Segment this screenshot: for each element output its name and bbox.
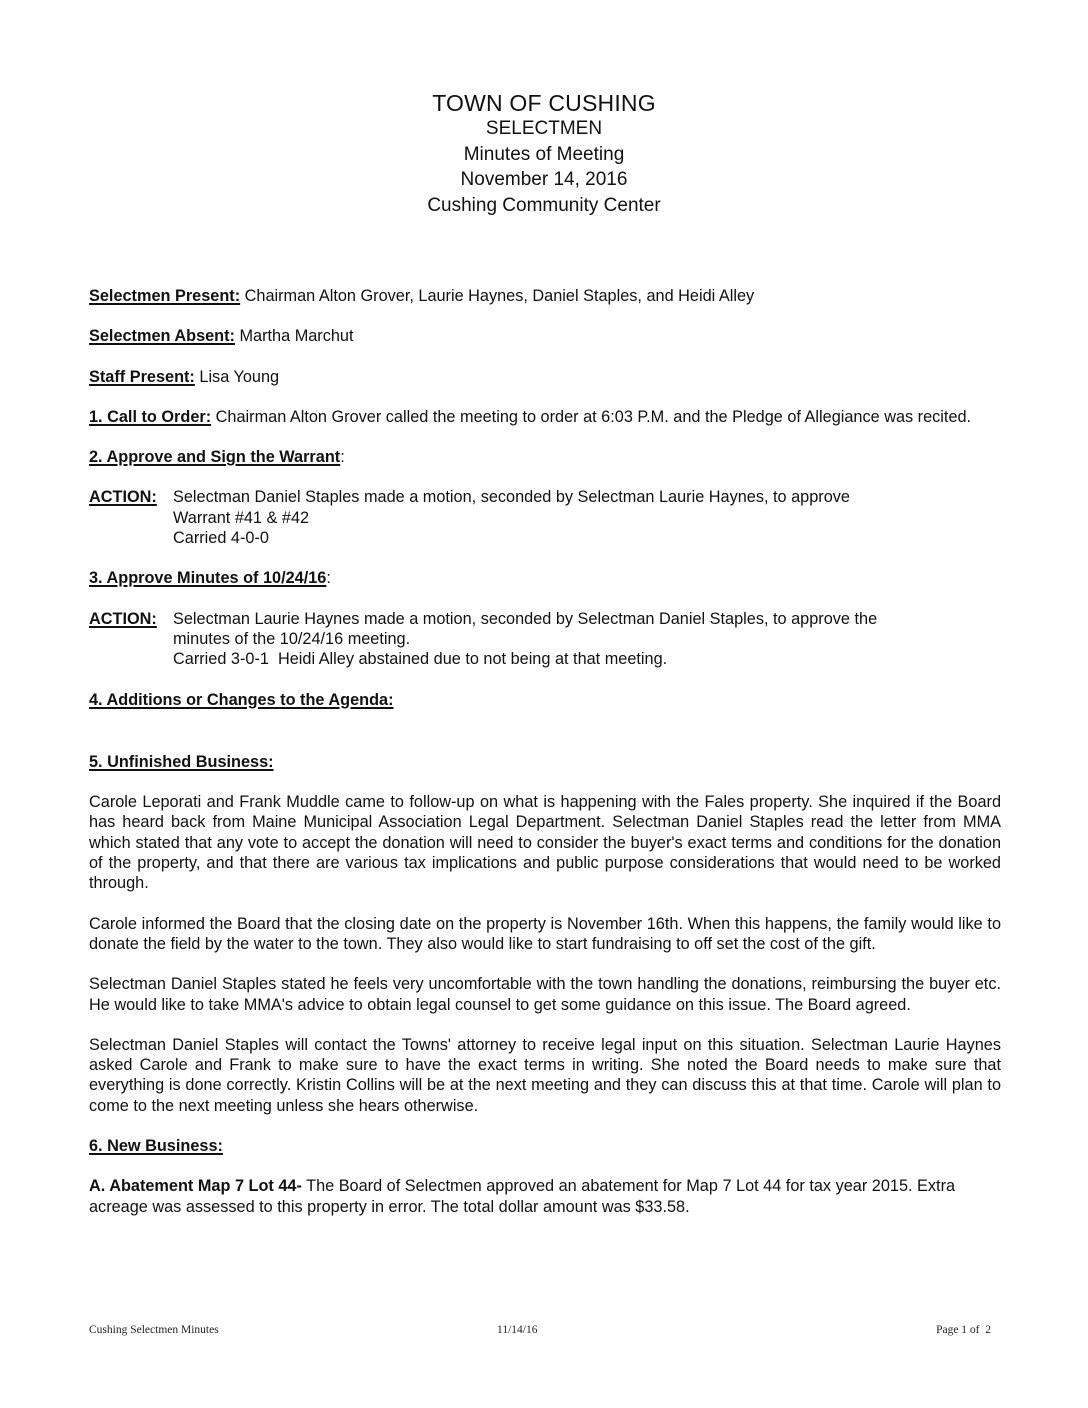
board-name: SELECTMEN: [485, 118, 603, 139]
document-type: Minutes of Meeting: [463, 143, 625, 165]
section-unfinished-heading: [89, 752, 1001, 772]
warrant-heading: 2. Approve and Sign the Warrant: [89, 448, 341, 467]
meeting-location: Cushing Community Center: [427, 194, 661, 216]
warrant-action: [89, 487, 1001, 548]
selectmen-present-value: Chairman Alton Grover, Laurie Haynes, Daniel Staples, and Heidi Alley: [240, 287, 755, 305]
unfinished-paragraph: Carole informed the Board that the closing date on the property is November 16th. When this happens, the family would like to donate the field by the water to the town. They also would like to start fundraising to off set the cost of the gift.: [89, 914, 1001, 953]
footer-document-name: Cushing Selectmen Minutes: [89, 1324, 219, 1336]
town-title: TOWN OF CUSHING: [432, 90, 656, 116]
document-header: [0, 90, 1088, 218]
unfinished-business-heading: 5. Unfinished Business:: [89, 752, 274, 771]
section-warrant-heading: [89, 447, 1001, 467]
warrant-action-line: Carried 4-0-0: [173, 529, 269, 548]
selectmen-absent: [89, 326, 1001, 346]
new-business-item-a: [89, 1176, 1001, 1217]
minutes-action-line: Carried 3-0-1 Heidi Alley abstained due to not being at that meeting.: [173, 650, 668, 669]
minutes-action-line: Selectman Laurie Haynes made a motion, seconded by Selectman Daniel Staples, to approve the: [173, 609, 878, 628]
section-new-business-heading: [89, 1136, 1001, 1156]
unfinished-paragraph: Carole Leporati and Frank Muddle came to follow-up on what is happening with the Fales property. She inquired if the Board has heard back from Maine Municipal Association Legal Department. Selectman Daniel Staples read the letter from MMA which stated that any vote to accept the donation will need to consider the buyer's exact terms and conditions for the donation of the property, and that there are various tax implications and public purpose considerations that would need to be worked through.: [89, 793, 1001, 893]
item-a-text: The Board of Selectmen approved an abatement for Map 7 Lot 44 for tax year 2015. Extra acreage was assessed to this property in error. The total dollar amount was $33.58.: [89, 1177, 956, 1216]
unfinished-paragraph: Selectman Daniel Staples stated he feels very uncomfortable with the town handling the donations, reimbursing the buyer etc. He would like to take MMA's advice to obtain legal counsel to get some guidance on this issue. The Board agreed.: [89, 975, 1001, 1014]
minutes-action: [89, 609, 1001, 670]
minutes-heading: 3. Approve Minutes of 10/24/16: [89, 569, 327, 588]
selectmen-present-label: Selectmen Present:: [89, 287, 241, 305]
call-to-order-text: Chairman Alton Grover called the meeting to order at 6:03 P.M. and the Pledge of Allegiance was recited.: [211, 407, 972, 426]
call-to-order-heading: 1. Call to Order:: [89, 407, 212, 426]
warrant-action-line: Warrant #41 & #42: [173, 508, 310, 527]
minutes-action-line: minutes of the 10/24/16 meeting.: [173, 629, 411, 648]
selectmen-present: [89, 286, 1001, 306]
staff-present: [89, 367, 1001, 387]
new-business-heading: 6. New Business:: [89, 1137, 223, 1156]
footer-page-number: Page 1 of 2: [936, 1324, 991, 1336]
footer-date: 11/14/16: [497, 1324, 538, 1336]
section-minutes-heading: [89, 568, 1001, 588]
agenda-heading: 4. Additions or Changes to the Agenda:: [89, 690, 394, 709]
section-agenda: [89, 690, 1001, 710]
warrant-action-label: ACTION:: [89, 488, 157, 507]
meeting-date: November 14, 2016: [460, 169, 628, 190]
warrant-heading-suffix: :: [340, 448, 345, 467]
minutes-action-label: ACTION:: [89, 609, 157, 628]
document-body: [89, 286, 1001, 1217]
warrant-action-line: Selectman Daniel Staples made a motion, seconded by Selectman Laurie Haynes, to approve: [173, 488, 850, 507]
staff-present-value: Lisa Young: [194, 367, 280, 386]
unfinished-paragraph: Selectman Daniel Staples will contact the Towns' attorney to receive legal input on this situation. Selectman Laurie Haynes asked Carole and Frank to make sure to have the exact terms in writing. She noted the Board needs to make sure that everything is done correctly. Kristin Collins will be at the next meeting and they can discuss this at that time. Carole will plan to come to the next meeting unless she hears otherwise.: [89, 1035, 1001, 1115]
staff-present-label: Staff Present:: [89, 367, 195, 386]
selectmen-absent-label: Selectmen Absent:: [89, 327, 235, 346]
section-call-to-order: [89, 407, 1001, 427]
minutes-heading-suffix: :: [326, 569, 331, 588]
item-a-label: A. Abatement Map 7 Lot 44-: [89, 1177, 302, 1196]
selectmen-absent-value: Martha Marchut: [234, 327, 354, 346]
